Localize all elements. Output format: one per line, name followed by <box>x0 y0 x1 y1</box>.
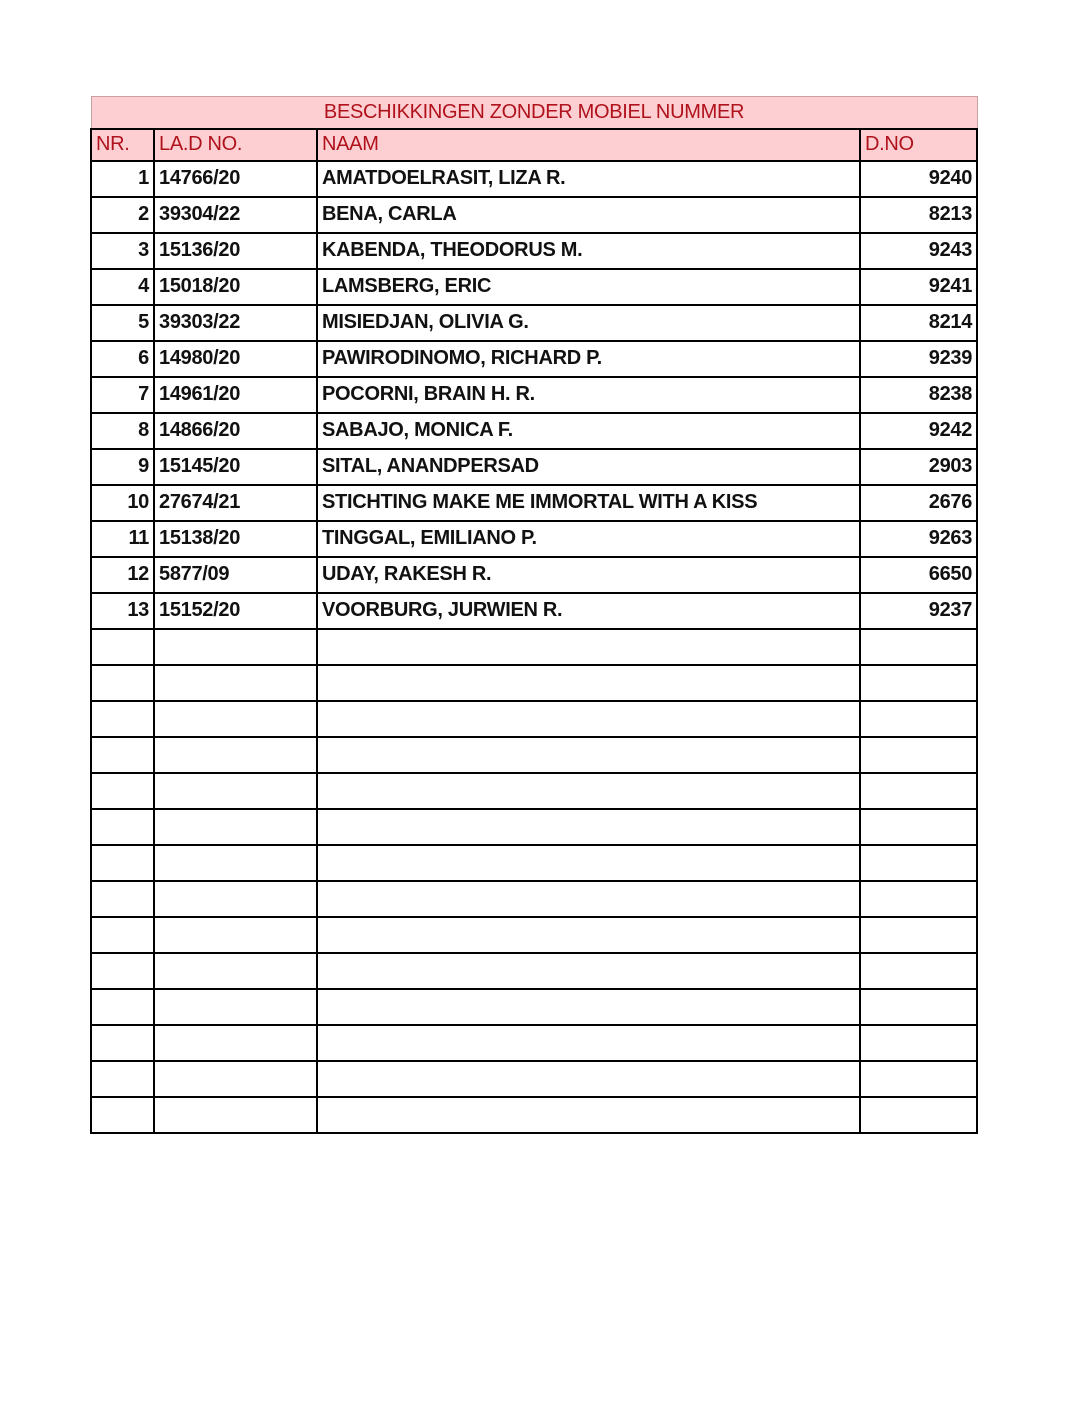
column-header-lad-no: LA.D NO. <box>154 129 317 161</box>
cell-lad-no: 39304/22 <box>154 197 317 233</box>
table-row <box>91 629 977 665</box>
cell-d-no: 9240 <box>860 161 977 197</box>
table-row <box>91 233 977 269</box>
table-row <box>91 593 977 629</box>
cell-d-no: 9243 <box>860 233 977 269</box>
cell-nr: 12 <box>91 557 154 593</box>
cell-naam: MISIEDJAN, OLIVIA G. <box>317 305 860 341</box>
cell-naam: POCORNI, BRAIN H. R. <box>317 377 860 413</box>
cell-nr: 6 <box>91 341 154 377</box>
table-row <box>91 269 977 305</box>
cell-nr <box>91 1025 154 1061</box>
cell-naam <box>317 1025 860 1061</box>
cell-lad-no: 15018/20 <box>154 269 317 305</box>
cell-d-no <box>860 881 977 917</box>
cell-d-no <box>860 665 977 701</box>
cell-nr: 3 <box>91 233 154 269</box>
cell-naam: SABAJO, MONICA F. <box>317 413 860 449</box>
cell-d-no <box>860 1061 977 1097</box>
cell-d-no: 9242 <box>860 413 977 449</box>
cell-naam <box>317 1097 860 1133</box>
cell-nr: 11 <box>91 521 154 557</box>
cell-lad-no: 39303/22 <box>154 305 317 341</box>
cell-nr <box>91 629 154 665</box>
cell-naam: VOORBURG, JURWIEN R. <box>317 593 860 629</box>
cell-lad-no <box>154 737 317 773</box>
cell-nr <box>91 1097 154 1133</box>
cell-d-no <box>860 845 977 881</box>
table-row <box>91 989 977 1025</box>
cell-lad-no: 14866/20 <box>154 413 317 449</box>
table-title: BESCHIKKINGEN ZONDER MOBIEL NUMMER <box>91 97 977 129</box>
cell-d-no: 6650 <box>860 557 977 593</box>
cell-lad-no: 15136/20 <box>154 233 317 269</box>
cell-d-no: 8238 <box>860 377 977 413</box>
cell-d-no: 9241 <box>860 269 977 305</box>
cell-naam <box>317 737 860 773</box>
table-row <box>91 341 977 377</box>
cell-nr: 5 <box>91 305 154 341</box>
cell-naam <box>317 917 860 953</box>
cell-nr: 13 <box>91 593 154 629</box>
cell-d-no <box>860 989 977 1025</box>
table-row <box>91 161 977 197</box>
cell-naam: LAMSBERG, ERIC <box>317 269 860 305</box>
table-row <box>91 521 977 557</box>
cell-lad-no: 15145/20 <box>154 449 317 485</box>
column-header-nr: NR. <box>91 129 154 161</box>
cell-lad-no <box>154 1061 317 1097</box>
cell-lad-no <box>154 665 317 701</box>
cell-d-no: 2903 <box>860 449 977 485</box>
table-row <box>91 953 977 989</box>
table-row <box>91 665 977 701</box>
cell-d-no: 9263 <box>860 521 977 557</box>
cell-d-no <box>860 737 977 773</box>
cell-nr <box>91 809 154 845</box>
cell-naam <box>317 629 860 665</box>
table-row <box>91 557 977 593</box>
cell-d-no <box>860 1025 977 1061</box>
cell-nr <box>91 989 154 1025</box>
cell-lad-no <box>154 881 317 917</box>
table-row <box>91 809 977 845</box>
cell-nr <box>91 953 154 989</box>
cell-d-no: 8213 <box>860 197 977 233</box>
cell-nr: 4 <box>91 269 154 305</box>
cell-nr <box>91 845 154 881</box>
cell-d-no: 9237 <box>860 593 977 629</box>
header-row <box>91 129 977 161</box>
cell-d-no <box>860 809 977 845</box>
cell-naam <box>317 701 860 737</box>
table-row <box>91 737 977 773</box>
table-row <box>91 1061 977 1097</box>
cell-naam: STICHTING MAKE ME IMMORTAL WITH A KISS <box>317 485 860 521</box>
cell-nr <box>91 881 154 917</box>
cell-naam <box>317 809 860 845</box>
cell-nr <box>91 737 154 773</box>
cell-lad-no: 14961/20 <box>154 377 317 413</box>
cell-d-no <box>860 953 977 989</box>
cell-lad-no <box>154 773 317 809</box>
cell-naam: AMATDOELRASIT, LIZA R. <box>317 161 860 197</box>
cell-nr: 7 <box>91 377 154 413</box>
cell-naam: UDAY, RAKESH R. <box>317 557 860 593</box>
cell-lad-no <box>154 629 317 665</box>
cell-naam: KABENDA, THEODORUS M. <box>317 233 860 269</box>
beschikkingen-table <box>90 96 978 1134</box>
cell-lad-no: 5877/09 <box>154 557 317 593</box>
cell-lad-no: 15152/20 <box>154 593 317 629</box>
cell-d-no: 8214 <box>860 305 977 341</box>
cell-naam: TINGGAL, EMILIANO P. <box>317 521 860 557</box>
cell-d-no: 9239 <box>860 341 977 377</box>
column-header-d-no: D.NO <box>860 129 977 161</box>
cell-nr <box>91 917 154 953</box>
cell-lad-no <box>154 953 317 989</box>
cell-d-no <box>860 1097 977 1133</box>
column-header-naam: NAAM <box>317 129 860 161</box>
cell-lad-no <box>154 701 317 737</box>
cell-naam <box>317 989 860 1025</box>
cell-nr: 10 <box>91 485 154 521</box>
table-row <box>91 845 977 881</box>
cell-nr <box>91 701 154 737</box>
cell-lad-no: 15138/20 <box>154 521 317 557</box>
cell-nr <box>91 1061 154 1097</box>
cell-lad-no: 14766/20 <box>154 161 317 197</box>
table-row <box>91 917 977 953</box>
table-row <box>91 449 977 485</box>
cell-lad-no <box>154 917 317 953</box>
table-body <box>91 97 977 1133</box>
table-row <box>91 485 977 521</box>
cell-naam <box>317 845 860 881</box>
cell-lad-no <box>154 809 317 845</box>
cell-naam <box>317 773 860 809</box>
cell-naam: BENA, CARLA <box>317 197 860 233</box>
cell-nr: 9 <box>91 449 154 485</box>
cell-naam: PAWIRODINOMO, RICHARD P. <box>317 341 860 377</box>
cell-naam <box>317 881 860 917</box>
table-row <box>91 377 977 413</box>
cell-lad-no <box>154 1097 317 1133</box>
cell-nr <box>91 665 154 701</box>
cell-naam <box>317 665 860 701</box>
cell-lad-no: 27674/21 <box>154 485 317 521</box>
cell-lad-no: 14980/20 <box>154 341 317 377</box>
cell-d-no <box>860 773 977 809</box>
cell-nr: 1 <box>91 161 154 197</box>
cell-lad-no <box>154 845 317 881</box>
cell-d-no <box>860 629 977 665</box>
cell-naam: SITAL, ANANDPERSAD <box>317 449 860 485</box>
table-row <box>91 881 977 917</box>
table-row <box>91 197 977 233</box>
cell-d-no <box>860 701 977 737</box>
title-row <box>91 97 977 129</box>
table-row <box>91 413 977 449</box>
cell-d-no: 2676 <box>860 485 977 521</box>
cell-naam <box>317 953 860 989</box>
cell-nr <box>91 773 154 809</box>
cell-lad-no <box>154 1025 317 1061</box>
table-row <box>91 701 977 737</box>
cell-nr: 8 <box>91 413 154 449</box>
cell-nr: 2 <box>91 197 154 233</box>
cell-lad-no <box>154 989 317 1025</box>
table-row <box>91 305 977 341</box>
table-row <box>91 773 977 809</box>
table-row <box>91 1025 977 1061</box>
cell-d-no <box>860 917 977 953</box>
table-row <box>91 1097 977 1133</box>
cell-naam <box>317 1061 860 1097</box>
